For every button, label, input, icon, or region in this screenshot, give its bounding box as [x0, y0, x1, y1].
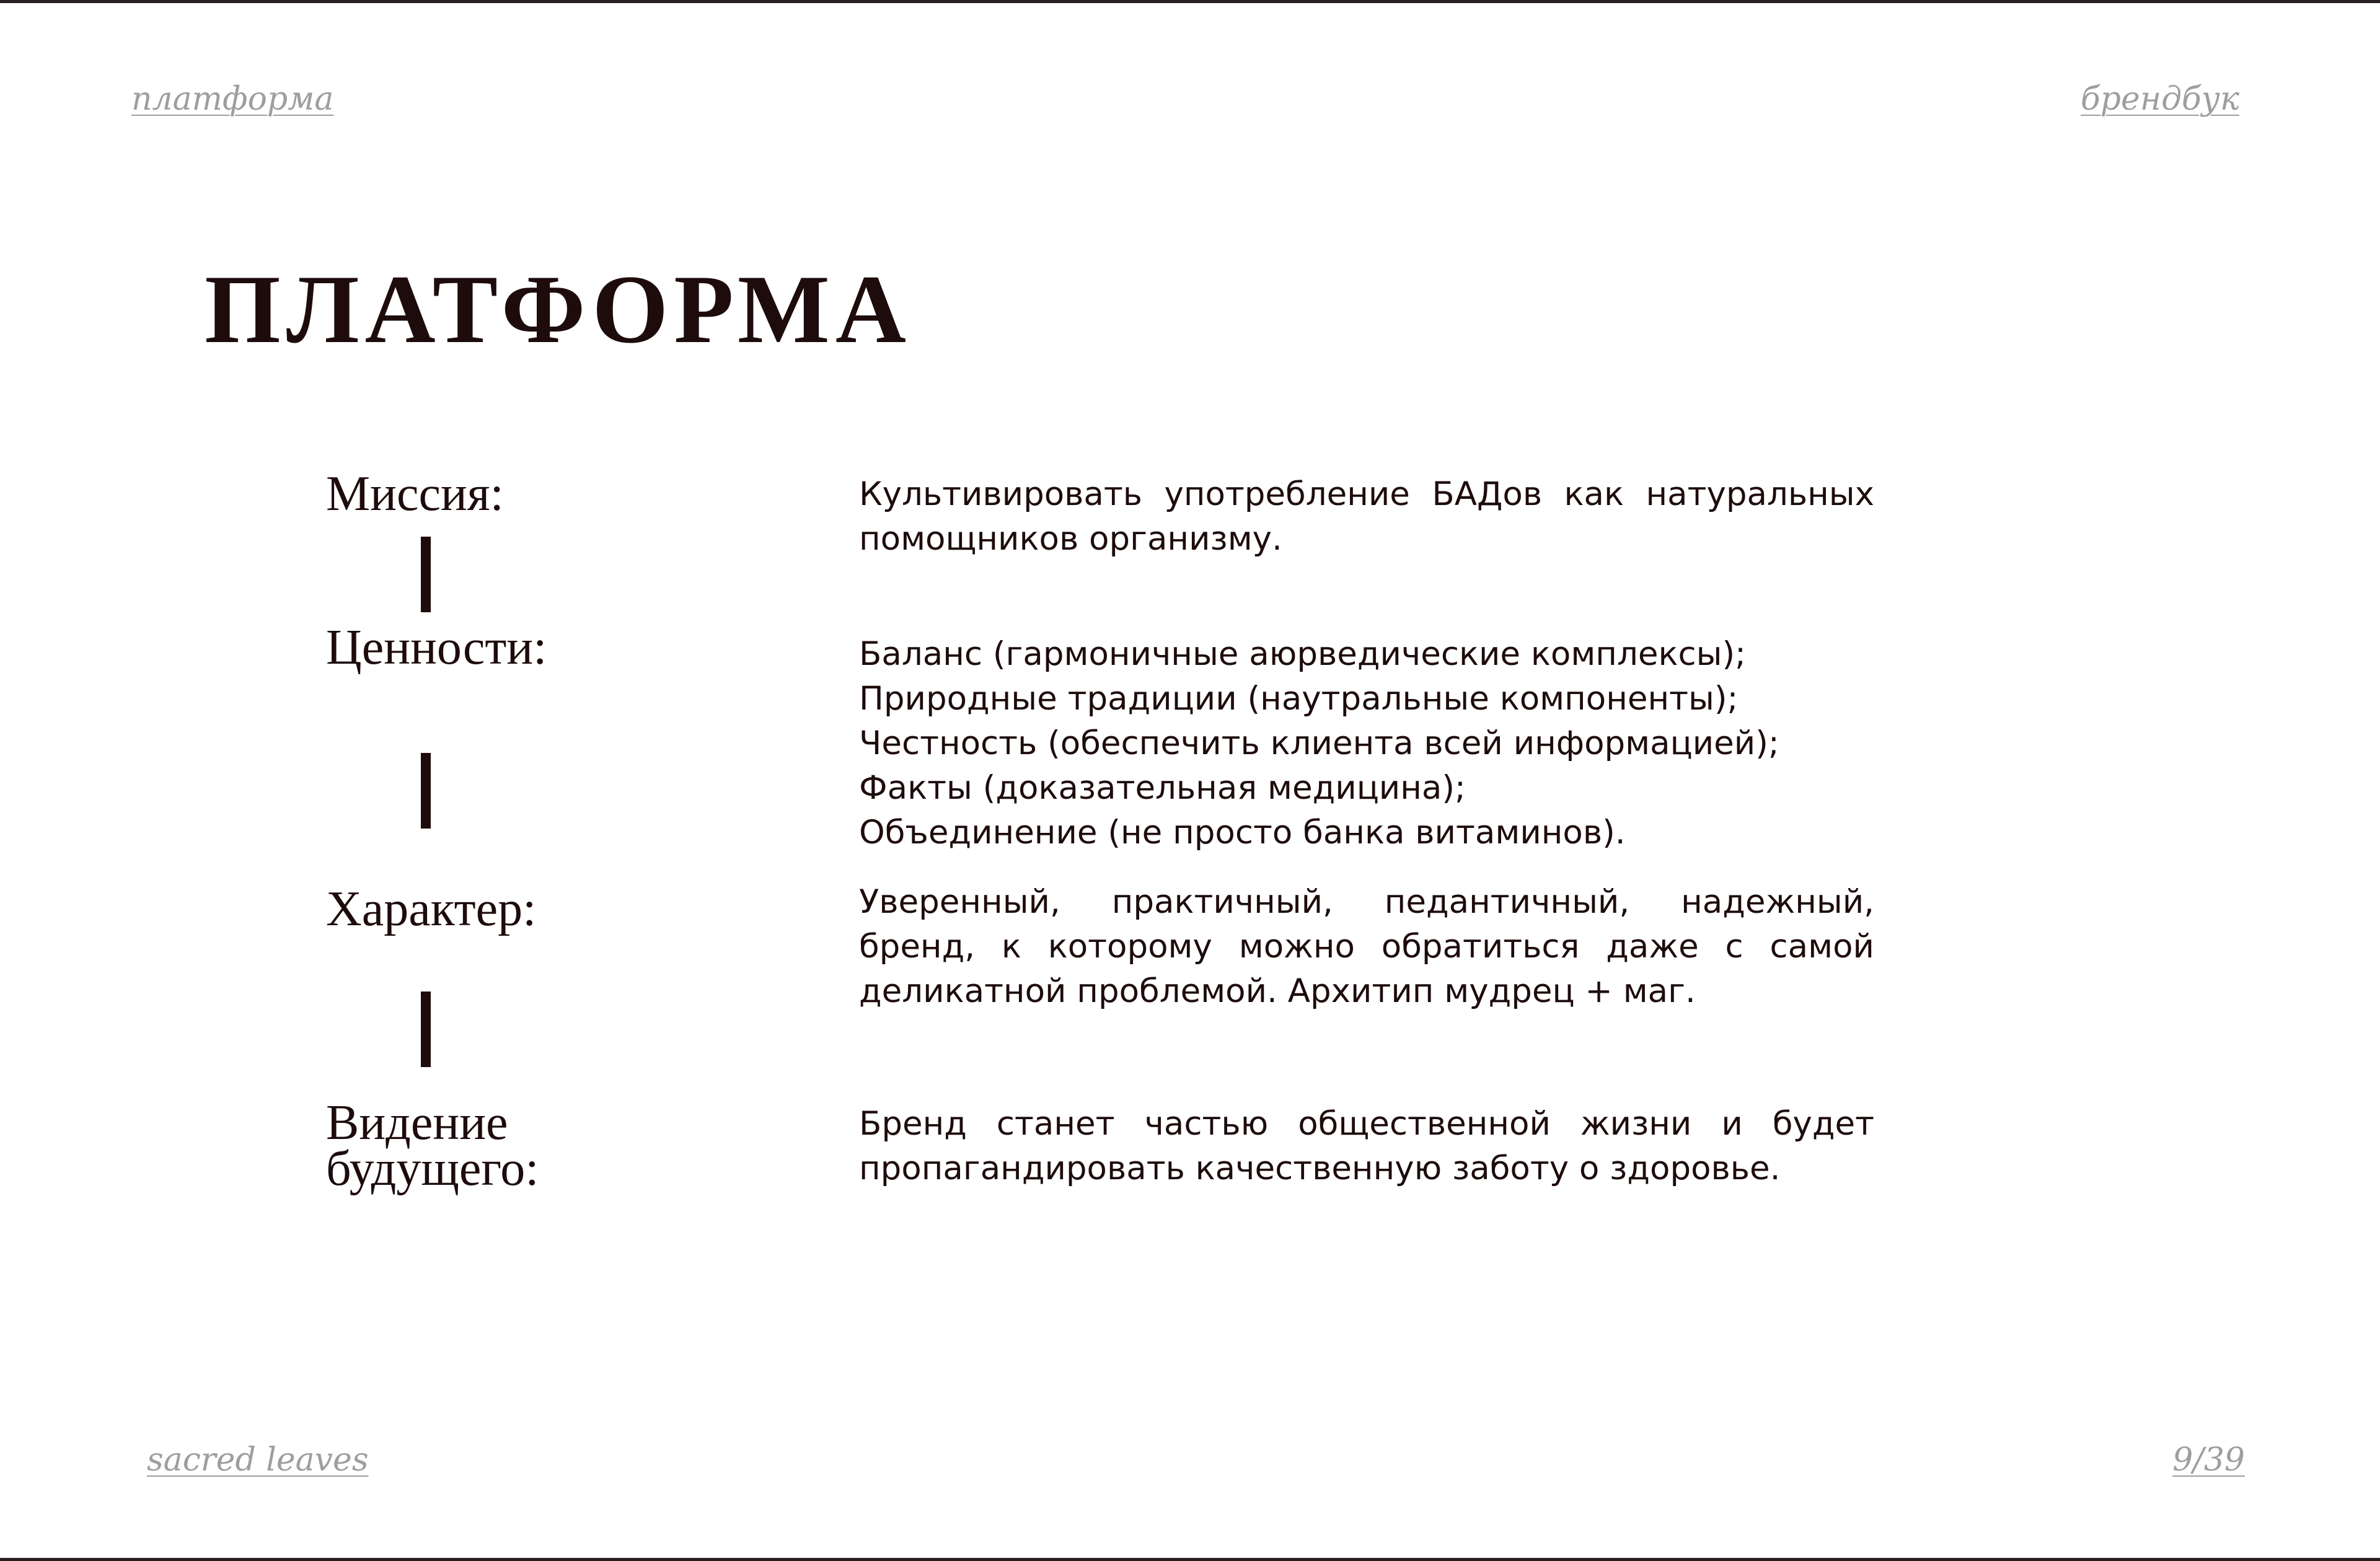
- list-item: Баланс (гармоничные аюрведические комплексы);: [859, 635, 1746, 673]
- connector-line: [421, 537, 431, 612]
- connector-line: [421, 992, 431, 1067]
- section-link[interactable]: платформа: [131, 81, 334, 118]
- vision-label-line: Видение: [326, 1096, 508, 1150]
- values-label: Ценности:: [326, 620, 547, 675]
- character-label: Характер:: [326, 882, 537, 936]
- mission-label: Миссия:: [326, 467, 504, 521]
- vision-label-line: будущего:: [326, 1141, 539, 1196]
- list-item: Природные традиции (наутральные компоненты);: [859, 680, 1739, 718]
- list-item: Объединение (не просто банка витаминов).: [859, 814, 1626, 851]
- values-list: [859, 632, 1874, 855]
- brandbook-link[interactable]: брендбук: [2081, 81, 2239, 118]
- vision-text: Бренд станет частью общественной жизни и будет пропагандировать качественную заботу о здоровье.: [859, 1105, 1874, 1187]
- character-text: Уверенный, практичный, педантичный, надежный, бренд, к которому можно обратиться даже с самой деликатной проблемой. Архитип мудрец + маг.: [859, 883, 1874, 1010]
- connector-line: [421, 753, 431, 829]
- vision-label: [326, 1096, 539, 1196]
- bottom-border: [0, 1558, 2380, 1561]
- brand-link[interactable]: sacred leaves: [147, 1441, 369, 1479]
- top-border: [0, 0, 2380, 3]
- page-title: ПЛАТФОРМА: [205, 255, 912, 364]
- list-item: Факты (доказательная медицина);: [859, 769, 1466, 807]
- page-indicator[interactable]: 9/39: [2172, 1441, 2245, 1479]
- mission-text: Культивировать употребление БАДов как натуральных помощников организму.: [859, 475, 1874, 558]
- list-item: Честность (обеспечить клиента всей информацией);: [859, 724, 1779, 762]
